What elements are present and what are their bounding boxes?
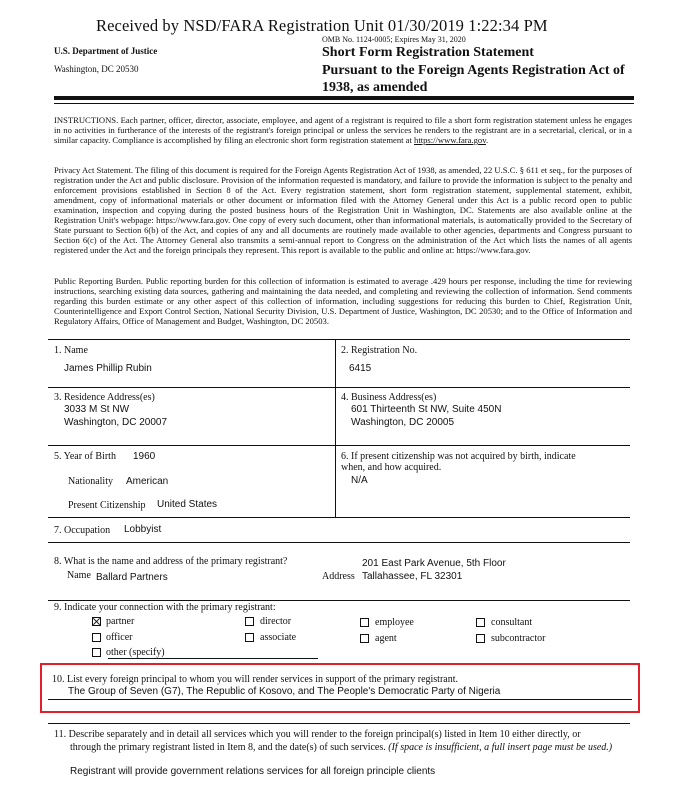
partner-checkbox[interactable] <box>92 617 101 626</box>
other-checkbox[interactable] <box>92 648 101 657</box>
subcontractor-option-label: subcontractor <box>491 633 546 644</box>
form-rule <box>48 445 630 446</box>
item-4-address-line: 601 Thirteenth St NW, Suite 450N <box>351 404 502 415</box>
form-rule <box>48 699 632 700</box>
form-rule <box>48 517 630 518</box>
item-2-registration-value: 6415 <box>349 363 372 374</box>
item-4-label: 4. Business Address(es) <box>341 392 437 403</box>
form-rule <box>48 387 630 388</box>
officer-checkbox[interactable] <box>92 633 101 642</box>
other-specify-line[interactable] <box>108 658 318 659</box>
director-checkbox[interactable] <box>245 617 254 626</box>
item-11-label-text: through the primary registrant listed in Item 8, and the date(s) of such services. <box>70 742 386 753</box>
item-5-label: 5. Year of Birth <box>54 451 116 462</box>
item-8-address-line: Tallahassee, FL 32301 <box>362 571 463 582</box>
form-title-line: Short Form Registration Statement <box>322 45 534 60</box>
item-3-address-line: 3033 M St NW <box>64 404 130 415</box>
item-11-services-value: Registrant will provide government relations services for all foreign principle clients <box>70 766 436 777</box>
header-rule <box>54 96 634 100</box>
agent-checkbox[interactable] <box>360 634 369 643</box>
instructions-end: . <box>485 135 489 145</box>
citizenship-label: Present Citizenship <box>68 500 146 511</box>
item-4-address-line: Washington, DC 20005 <box>351 417 455 428</box>
consultant-checkbox[interactable] <box>476 618 485 627</box>
item-8-name-value: Ballard Partners <box>96 572 168 583</box>
form-title-line: 1938, as amended <box>322 80 428 95</box>
officer-option-label: officer <box>106 632 133 643</box>
subcontractor-checkbox[interactable] <box>476 634 485 643</box>
employee-option-label: employee <box>375 617 414 628</box>
item-10-label: 10. List every foreign principal to whom you will render services in support of the primary registrant. <box>52 674 459 685</box>
item-10-principals-value: The Group of Seven (G7), The Republic of Kosovo, and The People's Democratic Party of Nigeria <box>68 686 501 697</box>
consultant-option-label: consultant <box>491 617 533 628</box>
item-1-label: 1. Name <box>54 345 88 356</box>
nationality-value: American <box>126 476 169 487</box>
item-7-occupation-value: Lobbyist <box>124 524 162 535</box>
form-divider <box>335 339 336 517</box>
item-11-label-continued <box>70 742 612 753</box>
item-5-year-value: 1960 <box>133 451 156 462</box>
item-3-label: 3. Residence Address(es) <box>54 392 155 403</box>
partner-option-label: partner <box>106 616 135 627</box>
associate-checkbox[interactable] <box>245 633 254 642</box>
form-rule <box>48 339 630 340</box>
form-title <box>322 44 652 97</box>
privacy-act-paragraph: Privacy Act Statement. The filing of this document is required for the Foreign Agents Registration Act of 1938, as amended, 22 U.S.C. § 611 et seq., for the purposes of registration under the Act and public disclosure. Provision of the information requested is mandatory, and failure to provide the information is subject to the penalty and enforcement provisions established in Section 8 of the Act. Every registration statement, short form registration statement, supplemental statement, exhibit, amendment, copy of informational materials or other document or information filed with the Attorney General under this Act is a public record open to public examination, inspection and copying during the posted business hours of the Registration Unit in Washington, DC. Statements are also available online at the Registration Unit's webpage: https://www.fara.gov. One copy of every such document, other than informational materials, is automatically provided to the Secretary of State pursuant to Section 6(b) of the Act, and copies of any and all documents are routinely made available to other agencies, departments and Congress pursuant to Section 6(c) of the Act. The Attorney General also transmits a semi-annual report to Congress on the administration of the Act which lists the names of all agents registered under the Act and the foreign principals they represent. This report is available to the public and online at: https://www.fara.gov. <box>54 165 632 255</box>
item-3-address-line: Washington, DC 20007 <box>64 417 168 428</box>
item-2-label: 2. Registration No. <box>341 345 418 356</box>
item-6-value: N/A <box>351 475 368 486</box>
department-name: U.S. Department of Justice <box>54 46 158 56</box>
item-8-address-line: 201 East Park Avenue, 5th Floor <box>362 558 506 569</box>
fara-link[interactable]: https://www.fara.gov <box>414 135 486 145</box>
item-9-label: 9. Indicate your connection with the primary registrant: <box>54 602 276 613</box>
director-option-label: director <box>260 616 292 627</box>
item-8-label: 8. What is the name and address of the primary registrant? <box>54 556 288 567</box>
item-1-name-value: James Phillip Rubin <box>64 363 152 374</box>
omb-number: OMB No. 1124-0005; Expires May 31, 2020 <box>322 35 466 44</box>
header-rule <box>54 103 634 104</box>
item-11-label: 11. Describe separately and in detail all services which you will render to the foreign principal(s) listed in Item 10 either directly, or <box>54 729 581 740</box>
item-11-insert-note: (If space is insufficient, a full insert page must be used.) <box>388 742 613 753</box>
reporting-burden-paragraph: Public Reporting Burden. Public reporting burden for this collection of information is estimated to average .429 hours per response, including the time for reviewing instructions, searching existing data sources, gathering and maintaining the data needed, and completing and reviewing the collection of information. Send comments regarding this burden estimate or any other aspect of this collection of information, including suggestions for reducing this burden to Chief, Registration Unit, Counterintelligence and Export Control Section, National Security Division, U.S. Department of Justice, Washington, DC 20530; and to the Office of Information and Regulatory Affairs, Office of Management and Budget, Washington, DC 20503. <box>54 276 632 326</box>
department-city: Washington, DC 20530 <box>54 64 139 74</box>
item-7-label: 7. Occupation <box>54 525 111 536</box>
instructions-text: INSTRUCTIONS. Each partner, officer, director, associate, employee, and agent of a registrant is required to file a short form registration statement unless he engages in no activities in furtherance of the interests of the registrant's foreign principal or unless the services he renders to the registrant are in a secretarial, clerical, or in a similar capacity. Compliance is accomplished by filing an electronic short form registration statement at <box>54 115 632 145</box>
received-stamp: Received by NSD/FARA Registration Unit 01/30/2019 1:22:34 PM <box>96 16 548 35</box>
item-8-address-label: Address <box>322 571 355 582</box>
employee-checkbox[interactable] <box>360 618 369 627</box>
form-rule <box>48 542 630 543</box>
form-rule <box>48 723 630 724</box>
form-title-line: Pursuant to the Foreign Agents Registration Act of <box>322 62 625 78</box>
agent-option-label: agent <box>375 633 397 644</box>
item-8-name-label: Name <box>67 570 91 581</box>
other-option-label: other (specify) <box>106 647 165 658</box>
instructions-paragraph <box>54 115 632 145</box>
associate-option-label: associate <box>260 632 297 643</box>
form-rule <box>48 600 630 601</box>
nationality-label: Nationality <box>68 476 113 487</box>
item-6-label: 6. If present citizenship was not acquired by birth, indicate when, and how acquired. <box>341 451 576 473</box>
citizenship-value: United States <box>157 499 218 510</box>
